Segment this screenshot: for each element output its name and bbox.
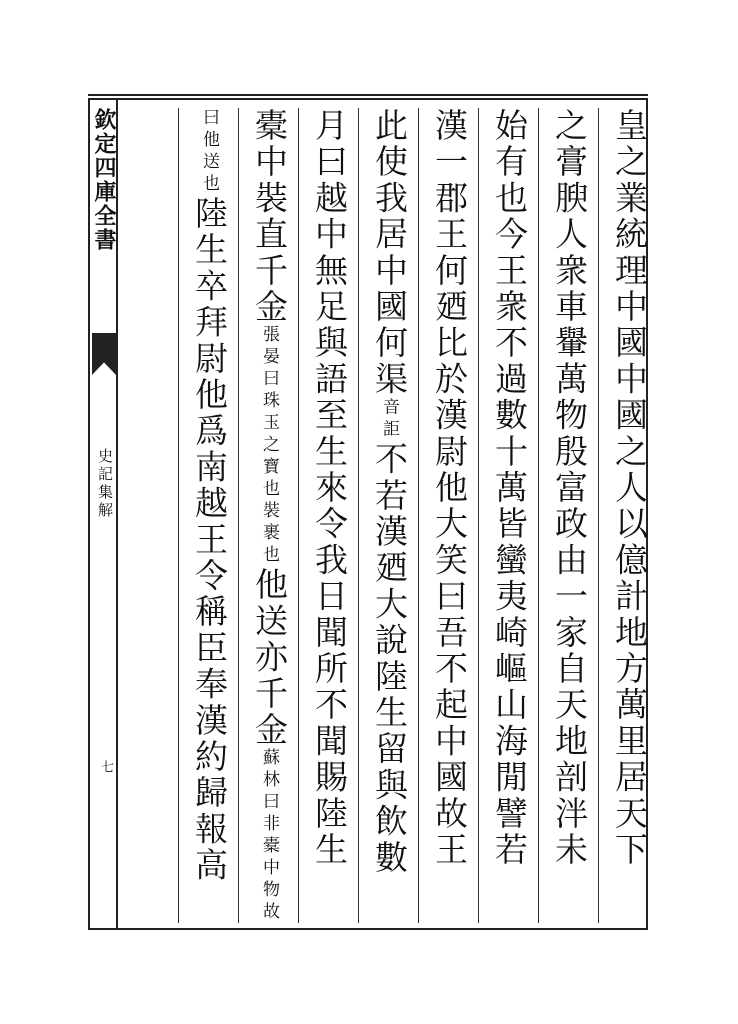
text-column-2: 之膏腴人衆車轝萬物殷富政由一家自天地剖泮未 (538, 108, 590, 923)
page-number: 七 (98, 760, 113, 773)
text-column-6: 月曰越中無足與語至生來令我日聞所不聞賜陸生 (298, 108, 350, 923)
column-7-note-b: 蘇林曰非橐中物故 (259, 748, 279, 925)
column-5-note: 音詎 (379, 397, 399, 442)
column-8-note-right: 曰他 (199, 108, 219, 152)
text-column-4: 漢一郡王何廼比於漢尉他大笑曰吾不起中國故王 (418, 108, 470, 923)
column-7-text-b: 他送亦千金 (250, 567, 289, 749)
frame-top-rule (88, 94, 648, 96)
text-column-5 (358, 108, 410, 923)
collection-title: 欽定四庫全書 (91, 108, 117, 252)
column-7-note-a: 張晏曰珠玉之寶也裝裹也 (259, 325, 279, 568)
text-column-7 (238, 108, 290, 923)
column-5-text-b: 不若漢廼大說陸生留與飲數 (370, 441, 409, 877)
column-8-note-left: 送也 (199, 152, 219, 196)
column-7-text-a: 橐中裝直千金 (250, 108, 289, 326)
text-column-1: 皇之業統理中國中國之人以億計地方萬里居天下 (598, 108, 650, 923)
text-column-3: 始有也今王衆不過數十萬皆蠻夷崎嶇山海閒譬若 (478, 108, 530, 923)
text-column-8 (178, 108, 230, 923)
book-title: 史記集解 (96, 448, 114, 520)
column-5-text-a: 此使我居中國何渠 (370, 108, 409, 398)
column-8-text: 陸生卒拜尉他爲南越王令稱臣奉漢約歸報高 (190, 196, 229, 884)
